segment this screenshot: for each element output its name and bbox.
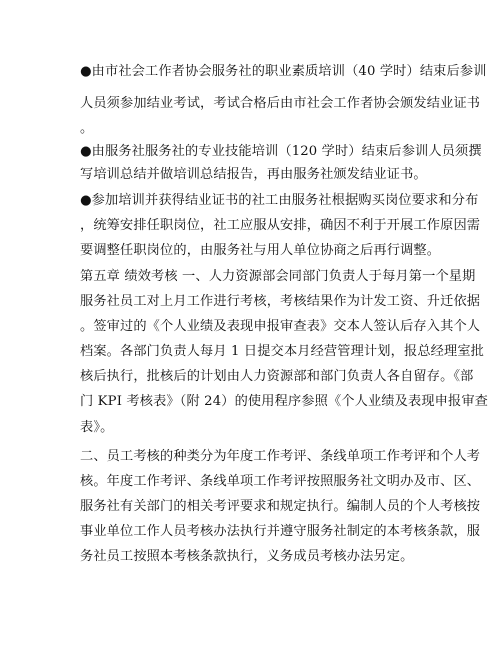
- text-line: ●参加培训并获得结业证书的社工由服务社根据购买岗位要求和分布: [80, 193, 479, 208]
- text-line: 写培训总结并做培训总结报告，再由服务社颁发结业证书。: [80, 167, 427, 182]
- text-line: ，统筹安排任职岗位，社工应服从安排，确因不利于开展工作原因需: [80, 218, 481, 233]
- text-line: 核。年度工作考评、条线单项工作考评按照服务社文明办及市、区、: [80, 474, 481, 489]
- text-line: 服务社有关部门的相关考评要求和规定执行。编制人员的个人考核按: [80, 499, 481, 514]
- text-line: ●由服务社服务社的专业技能培训（120 学时）结束后参训人员须撰: [80, 144, 482, 159]
- text-line: 。签审过的《个人业绩及表现申报审查表》交本人签认后存入其个人: [80, 319, 481, 334]
- text-line: 二、员工考核的种类分为年度工作考评、条线单项工作考评和个人考: [80, 449, 481, 464]
- text-line: 服务社员工对上月工作进行考核，考核结果作为计发工资、升迁依据: [80, 294, 481, 309]
- text-line: 务社员工按照本考核条款执行，义务成员考核办法另定。: [80, 549, 414, 564]
- text-line: 第五章 绩效考核 一、人力资源部会同部门负责人于每月第一个星期: [80, 269, 476, 284]
- text-line: 核后执行，批核后的计划由人力资源部和部门负责人各自留存。《部: [80, 369, 474, 384]
- text-line: 档案。各部门负责人每月 1 日提交本月经营管理计划，报总经理室批: [80, 344, 485, 359]
- text-line: ●由市社会工作者协会服务社的职业素质培训（40 学时）结束后参训: [80, 64, 487, 79]
- text-line: 要调整任职岗位的，由服务社与用人单位协商之后再行调整。: [80, 243, 441, 258]
- text-line: 事业单位工作人员考核办法执行并遵守服务社制定的本考核条款，服: [80, 524, 481, 539]
- text-line: 人员须参加结业考试，考试合格后由市社会工作者协会颁发结业证书: [80, 96, 481, 111]
- text-line: 表》。: [80, 420, 114, 435]
- text-line: 门 KPI 考核表》（附 24）的使用程序参照《个人业绩及表现申报审查: [80, 394, 489, 409]
- text-line: 。: [80, 121, 94, 136]
